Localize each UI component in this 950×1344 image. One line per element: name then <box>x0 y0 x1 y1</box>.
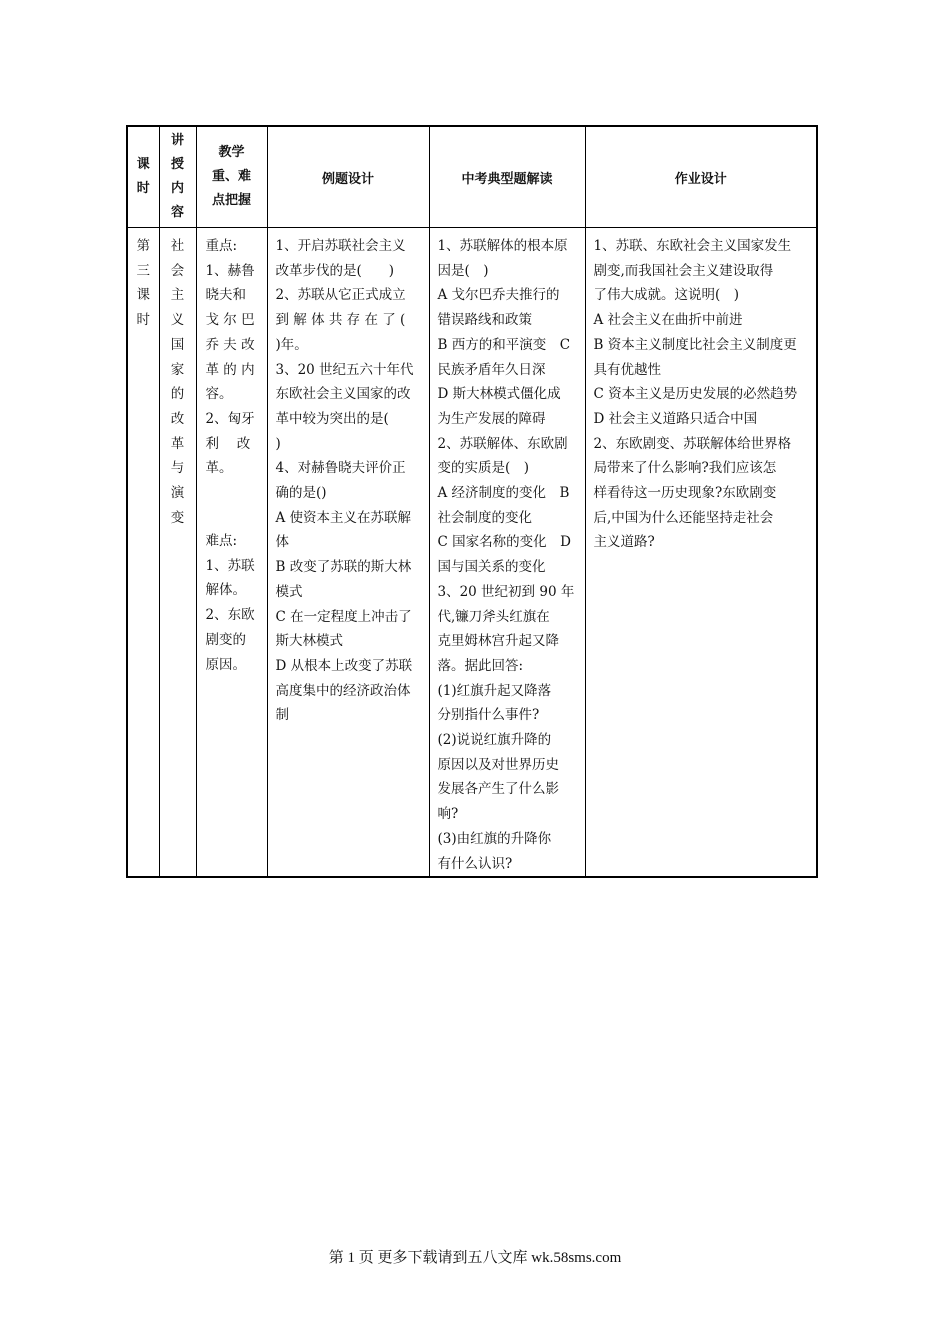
content-char: 改 <box>170 410 185 427</box>
focus-key-line: 1、赫鲁 <box>205 262 255 279</box>
period-char: 时 <box>136 312 150 329</box>
exam-line: 2、苏联解体、东欧剧 <box>437 435 568 452</box>
exam-line: C 国家名称的变化 D <box>437 534 571 551</box>
period-char: 课 <box>136 287 150 304</box>
table-header-row <box>127 126 817 228</box>
exam-line: D 斯大林模式僵化成 <box>437 386 561 403</box>
period-char: 第 <box>136 238 150 254</box>
exam-line: 错误路线和政策 <box>437 312 532 329</box>
exam-line: 落。据此回答: <box>437 657 524 674</box>
example-line: 1、开启苏联社会主义 <box>275 238 406 254</box>
exam-line: 原因以及对世界历史 <box>437 756 559 773</box>
example-line: 4、对赫鲁晓夫评价正 <box>275 460 406 477</box>
focus-difficult-line: 剧变的 <box>205 631 246 648</box>
content-char: 革 <box>170 435 185 452</box>
focus-difficult-line: 1、苏联 <box>205 557 255 574</box>
example-line: 确的是() <box>275 485 327 502</box>
example-line: 改革步伐的是( ) <box>275 262 395 279</box>
content-char: 的 <box>170 386 185 403</box>
exam-line: (3)由红旗的升降你 <box>437 830 552 847</box>
exam-line: 3、20 世纪初到 90 年 <box>437 583 575 600</box>
lesson-plan-table <box>126 125 818 878</box>
example-line: 东欧社会主义国家的改 <box>275 386 411 403</box>
content-char: 会 <box>170 262 185 279</box>
content-char: 社 <box>170 238 185 254</box>
exam-line: 国与国关系的变化 <box>437 559 546 576</box>
content-char: 义 <box>170 312 185 329</box>
header-exam: 中考典型题解读 <box>429 126 585 228</box>
exam-line: 有什么认识? <box>437 855 513 872</box>
content-char: 国 <box>170 336 185 353</box>
content-char: 主 <box>170 287 185 304</box>
homework-line: 2、东欧剧变、苏联解体给世界格 <box>593 435 792 452</box>
exam-line: 发展各产生了什么影 <box>437 781 559 798</box>
example-line: 斯大林模式 <box>275 633 343 650</box>
exam-line: A 经济制度的变化 B <box>437 485 570 502</box>
homework-line: 具有优越性 <box>593 361 661 378</box>
example-line: ) <box>275 435 281 452</box>
cell-period <box>127 228 159 878</box>
focus-difficult-label: 难点: <box>205 533 238 550</box>
exam-line: (2)说说红旗升降的 <box>437 732 552 749</box>
header-examples: 例题设计 <box>267 126 429 228</box>
exam-line: 社会制度的变化 <box>437 509 532 526</box>
exam-line: 1、苏联解体的根本原 <box>437 238 568 254</box>
exam-line: B 西方的和平演变 C <box>437 336 571 353</box>
focus-key-line: 革 的 内 <box>205 361 255 378</box>
exam-line: 为生产发展的障碍 <box>437 410 546 427</box>
header-content: 讲 授 内 容 <box>159 126 196 228</box>
example-line: 到 解 体 共 存 在 了 ( <box>275 312 406 329</box>
focus-difficult-line: 原因。 <box>205 656 246 673</box>
cell-homework <box>585 228 817 878</box>
cell-content <box>159 228 196 878</box>
page-footer: 第 1 页 更多下载请到五八文库 wk.58sms.com <box>328 1250 622 1266</box>
homework-line: D 社会主义道路只适合中国 <box>593 410 758 427</box>
cell-examples <box>267 228 429 878</box>
example-line: 体 <box>275 534 289 551</box>
example-line: A 使资本主义在苏联解 <box>275 509 412 526</box>
example-line: B 改变了苏联的斯大林 <box>275 559 412 576</box>
focus-key-line: 晓夫和 <box>205 287 246 304</box>
example-line: 模式 <box>275 583 303 600</box>
example-line: C 在一定程度上冲击了 <box>275 608 412 625</box>
exam-line: 克里姆林宫升起又降 <box>437 633 559 650</box>
homework-line: 后,中国为什么还能坚持走社会 <box>593 509 774 526</box>
focus-key-line: 2、匈牙 <box>205 410 255 427</box>
homework-line: 剧变,而我国社会主义建设取得 <box>593 262 774 279</box>
focus-difficult-line: 解体。 <box>205 582 246 599</box>
header-focus: 教学 重、难 点把握 <box>196 126 267 228</box>
example-line: 2、苏联从它正式成立 <box>275 287 406 304</box>
content-char: 变 <box>170 509 185 526</box>
homework-line: 了伟大成就。这说明( ) <box>593 287 740 304</box>
example-line: 3、20 世纪五六十年代 <box>275 361 414 378</box>
homework-line: 主义道路? <box>593 534 655 551</box>
focus-key-line: 乔 夫 改 <box>205 336 255 353</box>
focus-key-line: 革。 <box>205 460 233 477</box>
example-line: )年。 <box>275 336 308 353</box>
homework-line: A 社会主义在曲折中前进 <box>593 312 743 329</box>
homework-line: 1、苏联、东欧社会主义国家发生 <box>593 238 792 254</box>
example-line: 制 <box>275 707 289 724</box>
example-line: D 从根本上改变了苏联 <box>275 657 413 674</box>
homework-line: C 资本主义是历史发展的必然趋势 <box>593 386 798 403</box>
exam-line: 民族矛盾年久日深 <box>437 361 546 378</box>
exam-line: 代,镰刀斧头红旗在 <box>437 608 550 625</box>
focus-key-label: 重点: <box>205 238 238 254</box>
focus-key-line: 容。 <box>205 386 233 403</box>
example-line: 高度集中的经济政治体 <box>275 682 411 699</box>
content-char: 与 <box>170 460 185 477</box>
example-line: 革中较为突出的是( <box>275 410 389 427</box>
header-homework: 作业设计 <box>585 126 817 228</box>
exam-line: 分别指什么事件? <box>437 707 540 724</box>
header-period: 课 时 <box>127 126 159 228</box>
period-char: 三 <box>136 262 150 279</box>
focus-key-line: 戈 尔 巴 <box>205 312 255 329</box>
content-char: 演 <box>170 485 185 502</box>
focus-difficult-line: 2、东欧 <box>205 607 255 624</box>
exam-line: 响? <box>437 806 459 823</box>
homework-line: B 资本主义制度比社会主义制度更 <box>593 336 797 353</box>
homework-line: 样看待这一历史现象?东欧剧变 <box>593 485 777 502</box>
focus-key-line: 利 改 <box>205 435 251 452</box>
exam-line: 变的实质是( ) <box>437 460 530 477</box>
exam-line: A 戈尔巴乔夫推行的 <box>437 287 560 304</box>
cell-focus <box>196 228 267 878</box>
table-row <box>127 228 817 878</box>
exam-line: 因是( ) <box>437 262 489 279</box>
cell-exam <box>429 228 585 878</box>
homework-line: 局带来了什么影响?我们应该怎 <box>593 460 777 477</box>
exam-line: (1)红旗升起又降落 <box>437 682 552 699</box>
content-char: 家 <box>170 361 185 378</box>
